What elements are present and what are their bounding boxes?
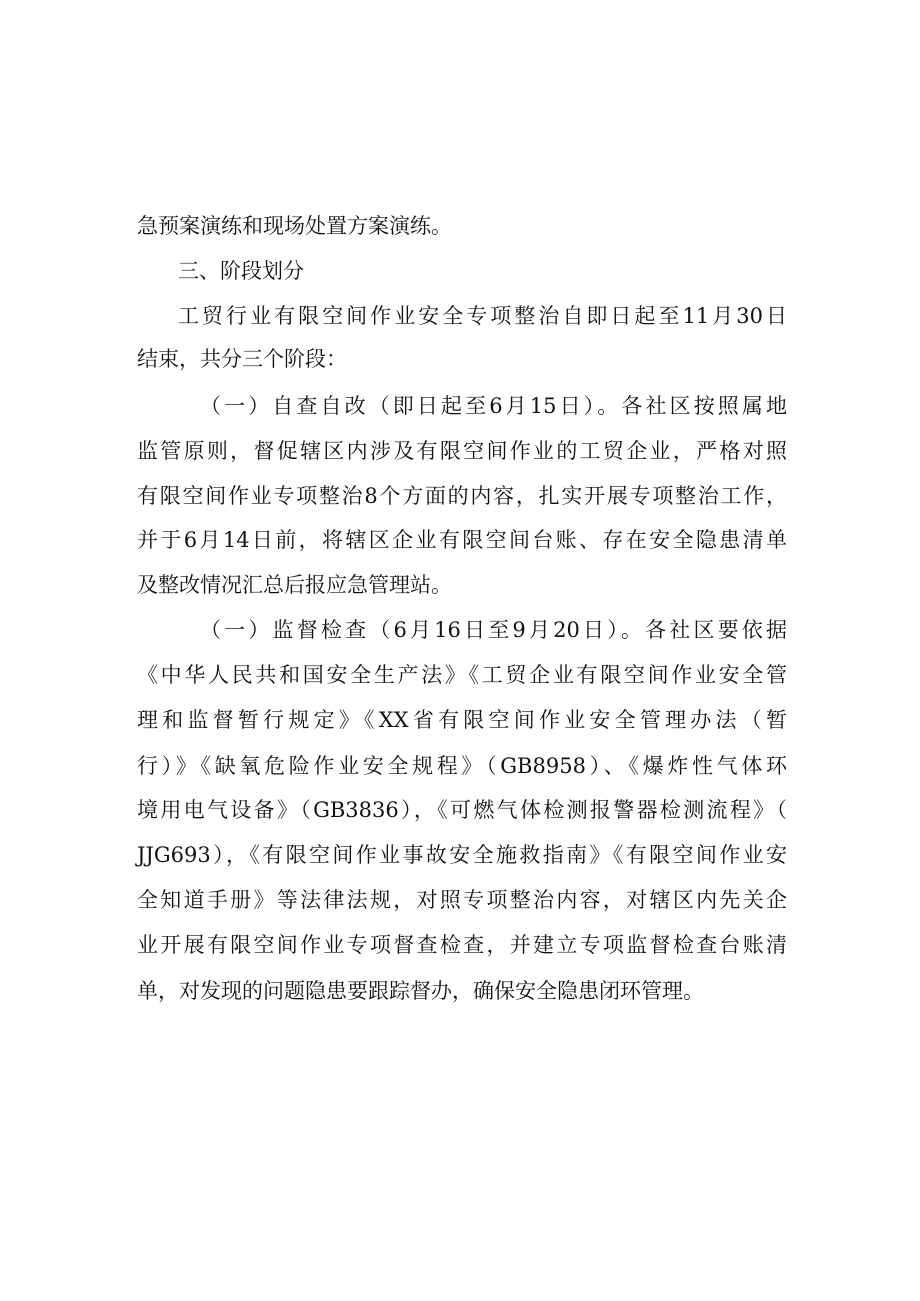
text-line: 理和监督暂行规定》《XX省有限空间作业安全管理办法（暂 <box>137 708 787 732</box>
text-line: 全知道手册》等法律法规，对照专项整治内容，对辖区内先关企 <box>137 888 787 912</box>
text-line: 《中华人民共和国安全生产法》《工贸企业有限空间作业安全管 <box>137 663 787 687</box>
text-line: 结束，共分三个阶段： <box>137 347 347 371</box>
text-line: （一）监督检查（6月16日至9月20日）。各社区要依据 <box>200 618 787 642</box>
text-line: 有限空间作业专项整治8个方面的内容，扎实开展专项整治工作， <box>137 484 787 508</box>
text-line: 单，对发现的问题隐患要跟踪督办，确保安全隐患闭环管理。 <box>137 979 704 1003</box>
section-heading: 三、阶段划分 <box>178 259 304 283</box>
text-line: 及整改情况汇总后报应急管理站。 <box>137 573 452 597</box>
text-line: 工贸行业有限空间作业安全专项整治自即日起至11月30日 <box>178 304 787 328</box>
text-line: 境用电气设备》（GB3836），《可燃气体检测报警器检测流程》（ <box>137 798 787 822</box>
text-line: 急预案演练和现场处置方案演练。 <box>137 214 452 238</box>
text-line: 监管原则，督促辖区内涉及有限空间作业的工贸企业，严格对照 <box>137 439 787 463</box>
text-line: 并于6月14日前，将辖区企业有限空间台账、存在安全隐患清单 <box>137 528 787 552</box>
text-line: JJG693），《有限空间作业事故安全施救指南》《有限空间作业安 <box>137 843 787 867</box>
text-line: 业开展有限空间作业专项督查检查，并建立专项监督检查台账清 <box>137 933 787 957</box>
text-line: 行）》《缺氧危险作业安全规程》（GB8958）、《爆炸性气体环 <box>137 754 787 778</box>
text-line: （一）自查自改（即日起至6月15日）。各社区按照属地 <box>200 394 787 418</box>
